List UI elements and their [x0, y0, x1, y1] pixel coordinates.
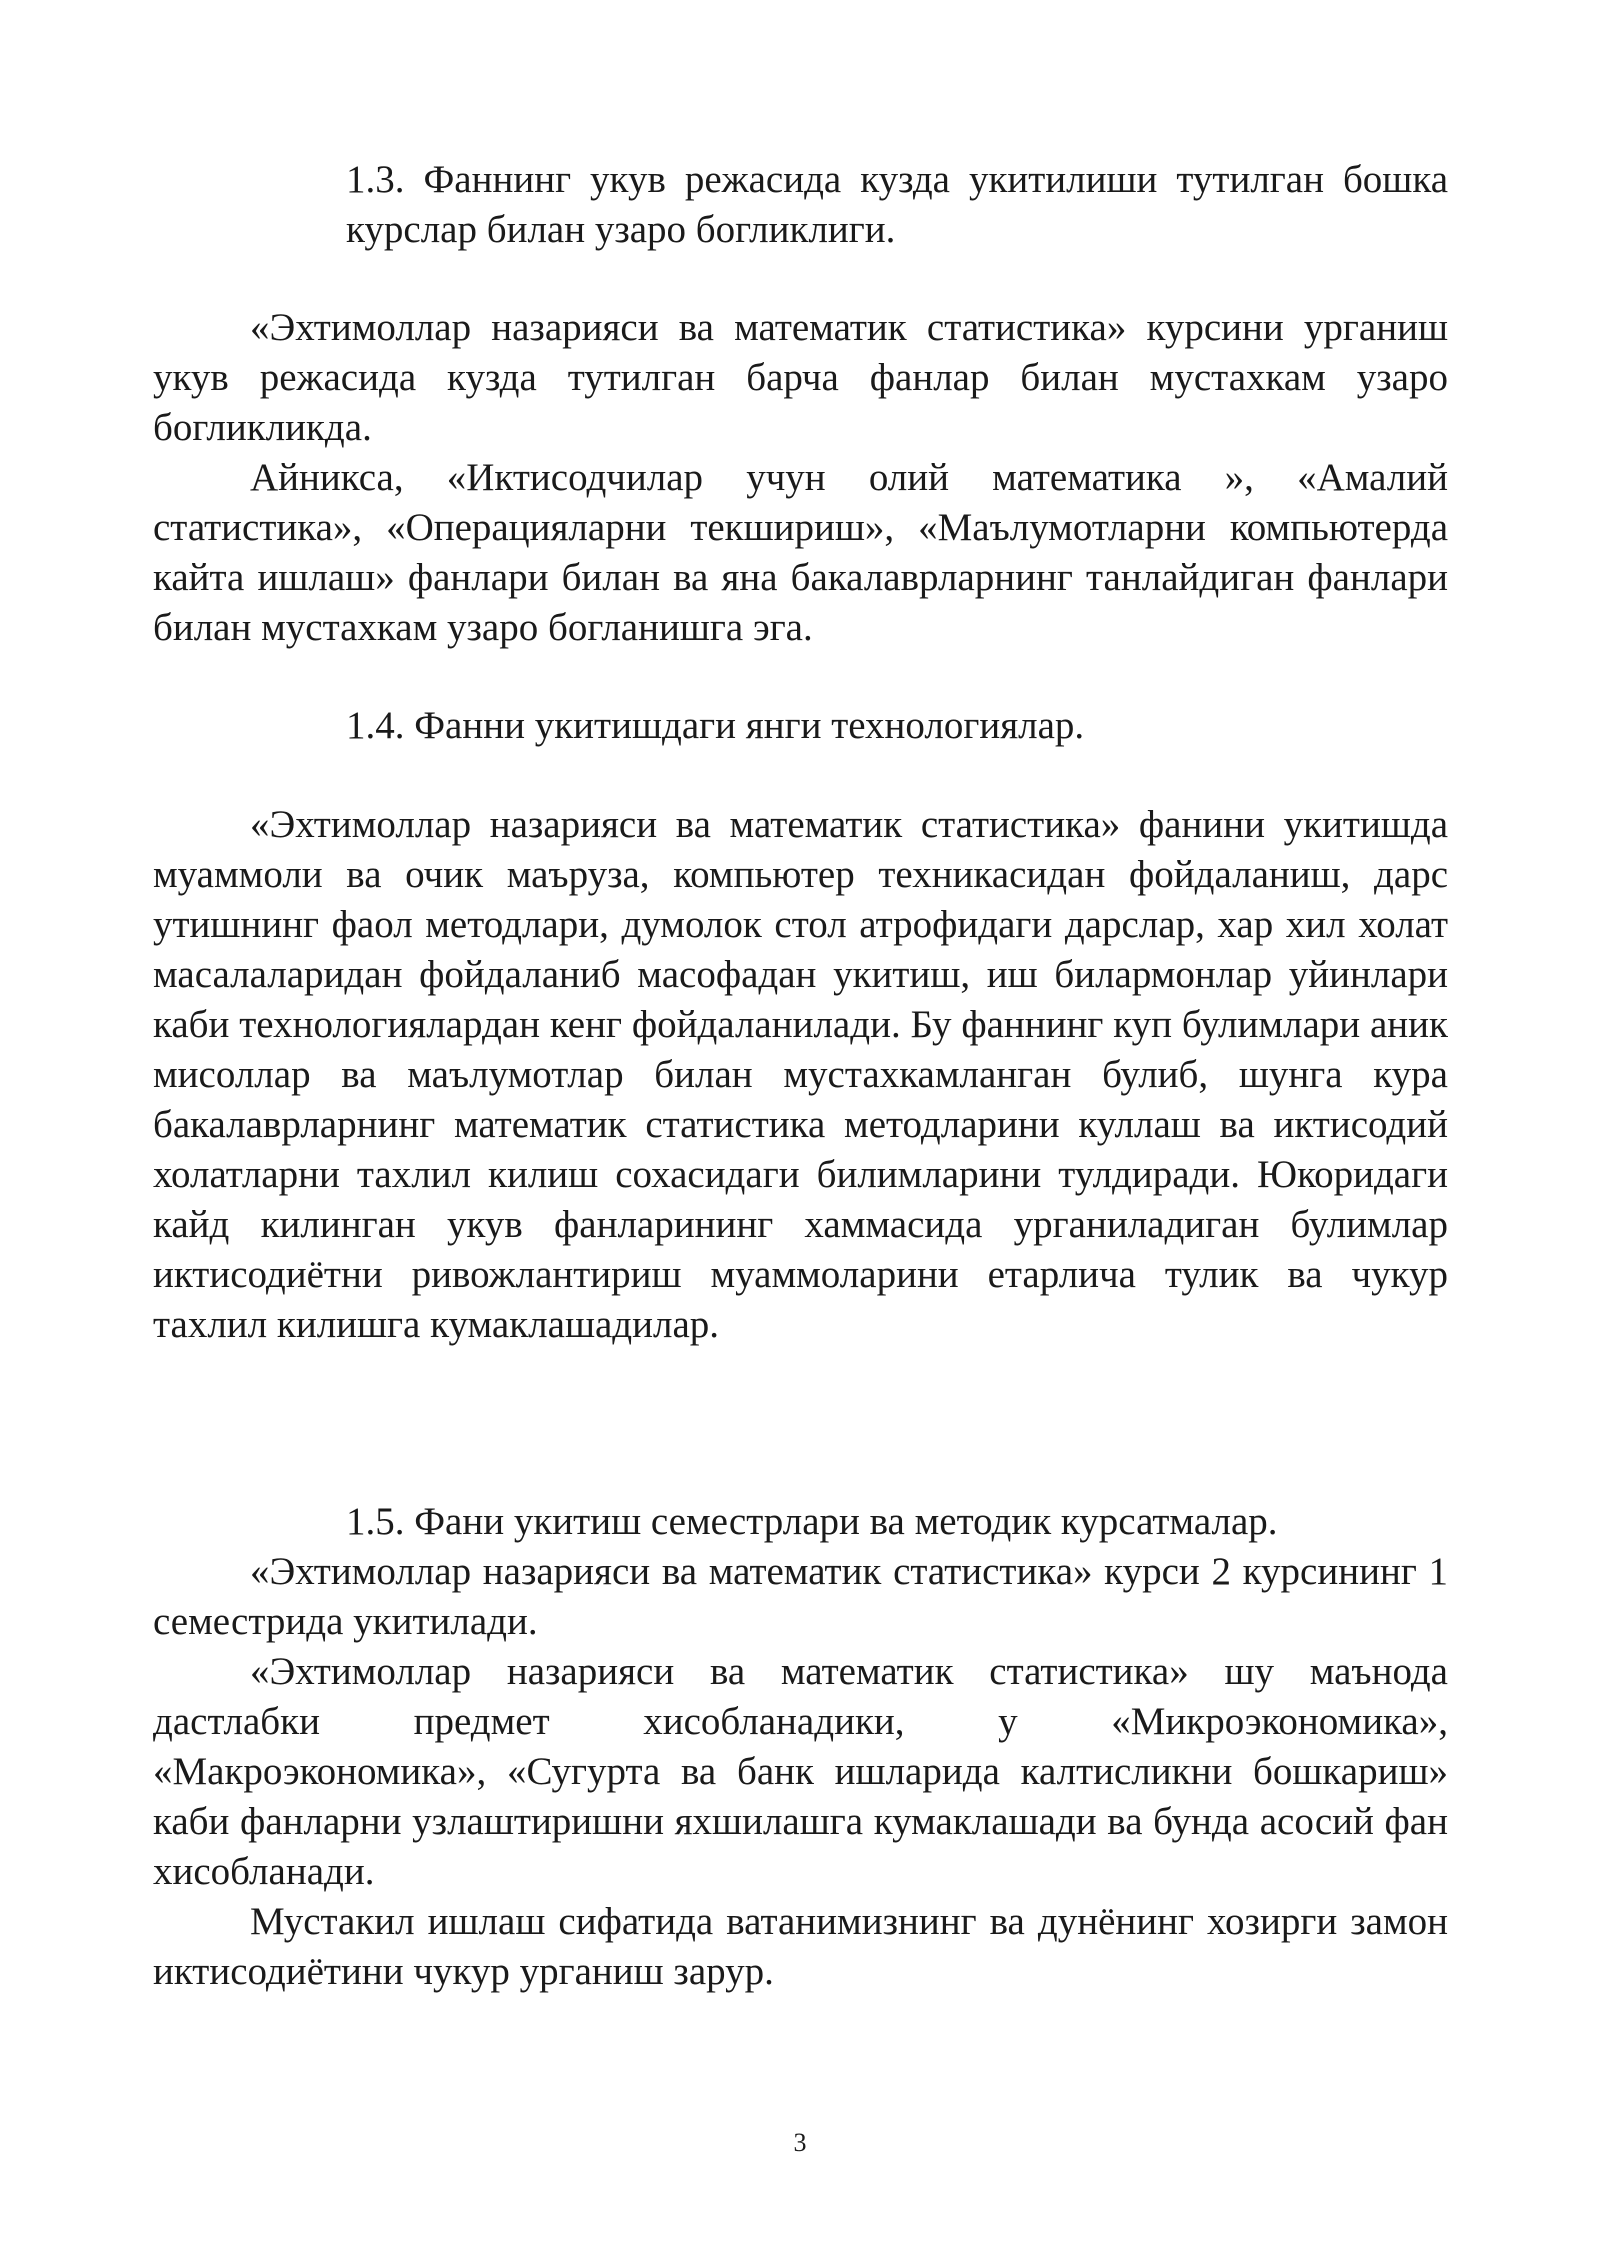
section-heading-1-5: 1.5. Фани укитиш семестрлари ва методик курсатмалар.	[346, 1500, 1278, 1543]
section-body-1-3	[153, 303, 1448, 653]
section-heading-1-4: 1.4. Фанни укитишдаги янги технологиялар.	[346, 704, 1085, 747]
paragraph: Айникса, «Иктисодчилар учун олий математика », «Амалий статистика», «Операцияларни текшириш», «Маълумотларни компьютерда кайта ишлаш» фанлари билан ва яна бакалаврларнинг танлайдиган фанлари билан мустахкам узаро богланишга эга.	[153, 456, 1448, 649]
paragraph: «Эхтимоллар назарияси ва математик статистика» курси 2 курсининг 1 семестрида укитилади.	[153, 1550, 1448, 1643]
paragraph: «Эхтимоллар назарияси ва математик статистика» фанини укитишда муаммоли ва очик маъруза, компьютер техникасидан фойдаланиш, дарс утишнинг фаол методлари, думолок стол атрофидаги дарслар, хар хил холат масалаларидан фойдаланиб масофадан укитиш, иш билармонлар уйинлари каби технологиялардан кенг фойдаланилади. Бу фаннинг куп булимлари аник мисоллар ва маълумотлар билан мустахкамланган булиб, шунга кура бакалаврларнинг математик статистика методларини куллаш ва иктисодий холатларни тахлил килиш сохасидаги билимларини тулдиради. Юкоридаги кайд килинган укув фанларининг хаммасида урганиладиган булимлар иктисодиётни ривожлантириш муаммоларини етарлича тулик ва чукур тахлил килишга кумаклашадилар.	[153, 803, 1448, 1346]
page-number: 3	[793, 2128, 807, 2157]
section-body-1-5	[153, 1547, 1448, 1997]
section-heading-1-3: 1.3. Фаннинг укув режасида кузда укитилиши тутилган бошка курслар билан узаро богликлиги.	[346, 158, 1448, 251]
paragraph: «Эхтимоллар назарияси ва математик статистика» курсини урганиш укув режасида кузда тутилган барча фанлар билан мустахкам узаро богликликда.	[153, 306, 1448, 449]
section-body-1-4	[153, 800, 1448, 1350]
paragraph: Мустакил ишлаш сифатида ватанимизнинг ва дунёнинг хозирги замон иктисодиётини чукур урганиш зарур.	[153, 1900, 1448, 1993]
paragraph: «Эхтимоллар назарияси ва математик статистика» шу маънода дастлабки предмет хисобланадики, у «Микроэкономика», «Макроэкономика», «Сугурта ва банк ишларида калтисликни бошкариш» каби фанларни узлаштиришни яхшилашга кумаклашади ва бунда асосий фан хисобланади.	[153, 1650, 1448, 1893]
